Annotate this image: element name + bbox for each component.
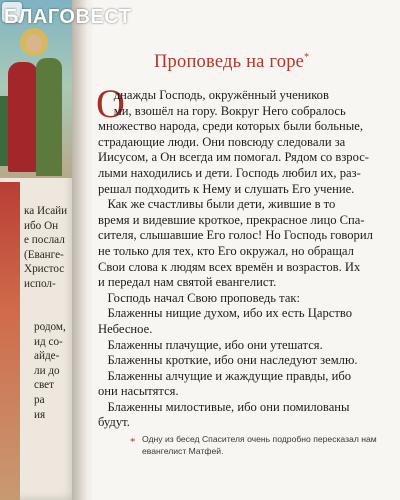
footnote bbox=[142, 433, 392, 457]
left-page-text-top bbox=[24, 204, 78, 292]
text-line: лыми находились и дети. Господь любил их, раз- bbox=[98, 165, 361, 180]
text-line: будут. bbox=[98, 415, 130, 430]
left-line: ка Исайи bbox=[24, 205, 68, 217]
text-line: Свои слова к людям всех времён и возрастов. Их bbox=[98, 259, 361, 274]
drop-cap: О bbox=[96, 81, 125, 126]
text-line: Блаженны алчущие и жаждущие правды, ибо bbox=[98, 368, 352, 383]
text-line: Блаженны милостивые, ибо они помилованы bbox=[98, 399, 350, 414]
text-line: Как же счастливы были дети, жившие в то bbox=[98, 197, 336, 212]
text-line: ми, взошёл на гору. Вокруг Него собралось bbox=[98, 103, 346, 118]
footnote-mark: * bbox=[130, 436, 136, 448]
left-line: айде- bbox=[34, 350, 60, 363]
left-line: ра bbox=[34, 393, 45, 406]
text-line: множество народа, среди которых были больные, bbox=[98, 119, 363, 134]
text-line: Господь начал Свою проповедь так: bbox=[98, 290, 301, 305]
text-line: Блаженны плачущие, ибо они утешатся. bbox=[98, 337, 323, 352]
watermark: БЛАГОВЕСТ bbox=[4, 6, 132, 28]
left-line: Христос bbox=[24, 263, 65, 276]
text-line: не только для тех, кто Его окружал, но обращал bbox=[98, 243, 354, 258]
text-line: Блаженны нищие духом, ибо их есть Царство bbox=[98, 306, 352, 321]
text-line: время и видевшие кроткое, прекрасное лицо Спа- bbox=[98, 212, 365, 227]
text-line: сителя, слышавшие Его голос! Но Господь говорил bbox=[98, 228, 373, 243]
figure-red-robe bbox=[8, 62, 38, 172]
body-text bbox=[96, 81, 398, 431]
footnote-line: евангелист Матфей. bbox=[142, 446, 224, 456]
page-title-text: Проповедь на горе bbox=[154, 52, 305, 73]
text-line: днажды Господь, окружённый учеников bbox=[98, 88, 329, 102]
text-line: Небесное. bbox=[98, 321, 153, 336]
text-line: Блаженны кроткие, ибо они наследуют землю. bbox=[98, 353, 358, 368]
left-page-illustration-strip bbox=[0, 182, 20, 500]
right-page bbox=[92, 0, 400, 500]
left-line: испол- bbox=[24, 277, 56, 290]
text-line: Иисусом, а Он всегда им помогал. Рядом со взрос- bbox=[98, 150, 369, 165]
page-title bbox=[154, 52, 309, 73]
left-line: ид со- bbox=[34, 335, 63, 348]
text-line: они насытятся. bbox=[98, 384, 179, 399]
left-line: ибо Он bbox=[24, 219, 59, 232]
left-line: ия bbox=[34, 408, 46, 421]
left-line: ли до bbox=[34, 364, 60, 377]
left-facing-page bbox=[0, 0, 78, 500]
left-line: (Еванге- bbox=[24, 248, 64, 261]
figure-head bbox=[26, 34, 42, 52]
left-line: родом, bbox=[34, 321, 66, 333]
text-line: и передал нам святой евангелист. bbox=[98, 275, 277, 290]
left-line: е послал bbox=[24, 234, 65, 247]
figure-green-robe bbox=[36, 58, 62, 176]
title-footnote-mark: * bbox=[304, 52, 310, 63]
left-line: свет bbox=[34, 379, 55, 392]
footnote-line: Одну из бесед Спасителя очень подробно пересказал нам bbox=[142, 434, 377, 444]
text-line: страдающие люди. Они повсюду следовали за bbox=[98, 134, 346, 149]
text-line: решал подходить к Нему и слушать Его учение. bbox=[98, 181, 355, 196]
